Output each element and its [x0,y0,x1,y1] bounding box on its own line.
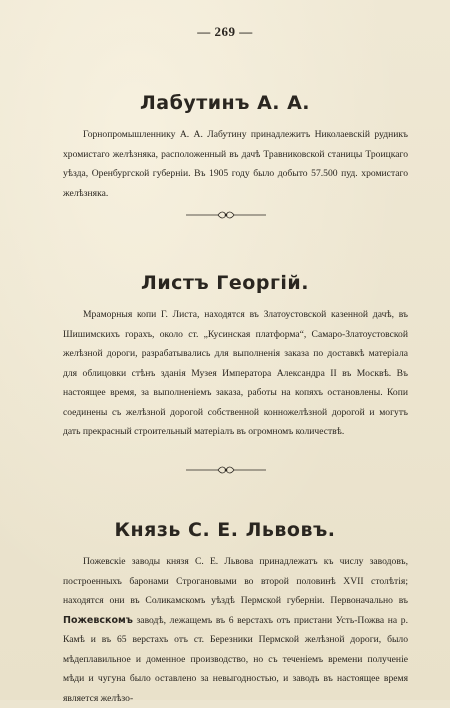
bold-term-pozhevskom: Пожевскомъ [63,614,133,626]
page-number: — 269 — [197,24,253,39]
section-text-list: Мраморныя копи Г. Листа, находятся въ Златоустовской казенной дачѣ, въ Шишимскихъ горахъ, около ст. „Кусинская платформа“, Самаро-Златоустовской желѣзной дороги, разрабатывались для выполненія заказа по доставкѣ матеріала для облицовки стѣнъ зданія Музея Императора Александра II въ Москвѣ. Въ настоящее время, за выполненіемъ заказа, работы на копяхъ остановлены. Копи соединены съ желѣзной дорогой собственной конножелѣзной дорогой и могутъ дать прекрасный строительный матеріалъ въ огромномъ количествѣ. [63,309,408,437]
section-text-labutin: Горнопромышленнику А. А. Лабутину принадлежитъ Николаевскій рудникъ хромистаго желѣзняка, расположенный въ дачѣ Травниковской станицы Троицкаго уѣзда, Оренбургской губерніи. Въ 1905 году было добыто 57.500 пуд. хромистаго желѣзняка. [63,129,408,199]
section-text-lvov-part2: заводѣ, лежащемъ въ 6 верстахъ отъ пристани Усть-Пожва на р. Камѣ и въ 65 верстахъ отъ ст. Березники Пермской желѣзной дороги, было мѣдеплавильное и доменное производство, но съ теченіемъ времени полученіе мѣди и чугуна было оставлено за невыгодностью, и заводъ въ настоящее время является желѣзо- [63,614,408,704]
section-title-lvov: Князь С. Е. Львовъ. [114,519,336,541]
section-text-lvov-part1: Пожевскіе заводы князя С. Е. Львова принадлежатъ къ числу заводовъ, построенныхъ баронами Строгановыми во второй половинѣ XVII столѣтія; находятся они въ Соликамскомъ уѣздѣ Пермской губерніи. Первоначально въ [63,556,408,606]
section-divider-ornament [186,465,266,475]
section-divider-ornament [186,210,266,220]
section-title-list: Листъ Георгій. [141,272,309,294]
section-title-labutin: Лабутинъ А. А. [139,92,311,114]
section-text-lvov [63,552,408,708]
